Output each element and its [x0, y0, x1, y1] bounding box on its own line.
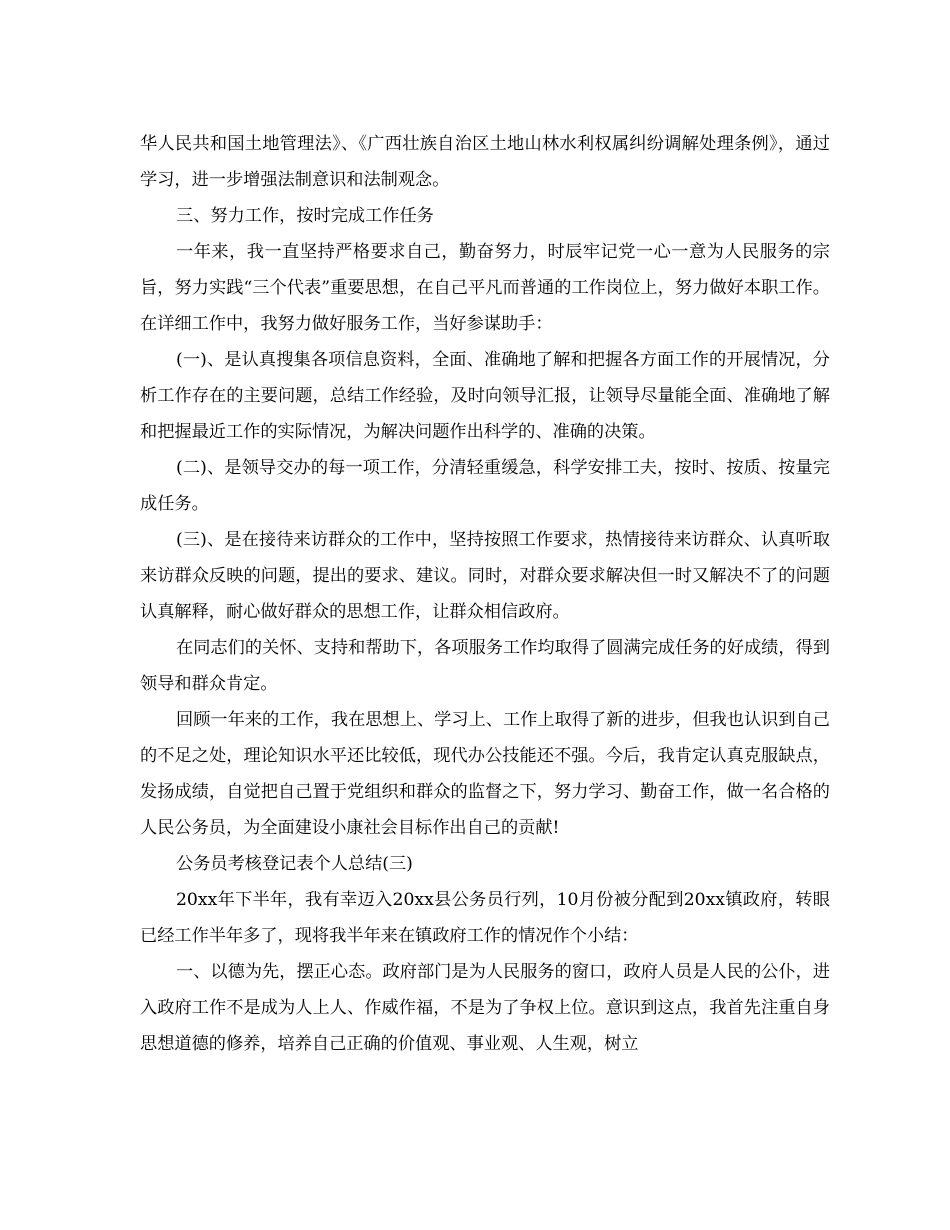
paragraph-item-two: (二)、是领导交办的每一项工作，分清轻重缓急，科学安排工夫，按时、按质、按量完成任务。	[140, 458, 830, 514]
section-heading-three: 三、努力工作，按时完成工作任务	[176, 206, 434, 226]
paragraph-morality: 一、以德为先，摆正心态。政府部门是为人民服务的窗口，政府人员是人民的公仆，进入政府工作不是成为人上人、作威作福，不是为了争权上位。意识到这点，我首先注重自身思想道德的修养，培养自己正确的价值观、事业观、人生观，树立	[140, 962, 830, 1054]
paragraph-achievements: 在同志们的关怀、支持和帮助下，各项服务工作均取得了圆满完成任务的好成绩，得到领导和群众肯定。	[140, 638, 830, 694]
paragraph-item-three: (三)、是在接待来访群众的工作中，坚持按照工作要求，热情接待来访群众、认真听取来访群众反映的问题，提出的要求、建议。同时，对群众要求解决但一时又解决不了的问题认真解释，耐心做好群众的思想工作，让群众相信政府。	[140, 530, 830, 622]
paragraph-continuation: 华人民共和国土地管理法》、《广西壮族自治区土地山林水利权属纠纷调解处理条例》，通过学习，进一步增强法制意识和法制观念。	[140, 134, 830, 190]
paragraph-item-one: (一)、是认真搜集各项信息资料，全面、准确地了解和把握各方面工作的开展情况，分析工作存在的主要问题，总结工作经验，及时向领导汇报，让领导尽量能全面、准确地了解和把握最近工作的实际情况，为解决问题作出科学的、准确的决策。	[140, 350, 830, 442]
paragraph-review: 回顾一年来的工作，我在思想上、学习上、工作上取得了新的进步，但我也认识到自己的不足之处，理论知识水平还比较低，现代办公技能还不强。今后，我肯定认真克服缺点，发扬成绩，自觉把自己置于党组织和群众的监督之下，努力学习、勤奋工作，做一名合格的人民公务员，为全面建设小康社会目标作出自己的贡献!	[140, 710, 830, 838]
section-title-summary-three: 公务员考核登记表个人总结(三)	[176, 854, 413, 874]
paragraph-intro: 20xx年下半年，我有幸迈入20xx县公务员行列，10月份被分配到20xx镇政府，转眼已经工作半年多了，现将我半年来在镇政府工作的情况作个小结：	[140, 890, 830, 946]
paragraph-work-summary: 一年来，我一直坚持严格要求自己，勤奋努力，时辰牢记党一心一意为人民服务的宗旨，努力实践“三个代表”重要思想，在自己平凡而普通的工作岗位上，努力做好本职工作。在详细工作中，我努力做好服务工作，当好参谋助手：	[140, 242, 830, 334]
document-body	[140, 126, 830, 1062]
